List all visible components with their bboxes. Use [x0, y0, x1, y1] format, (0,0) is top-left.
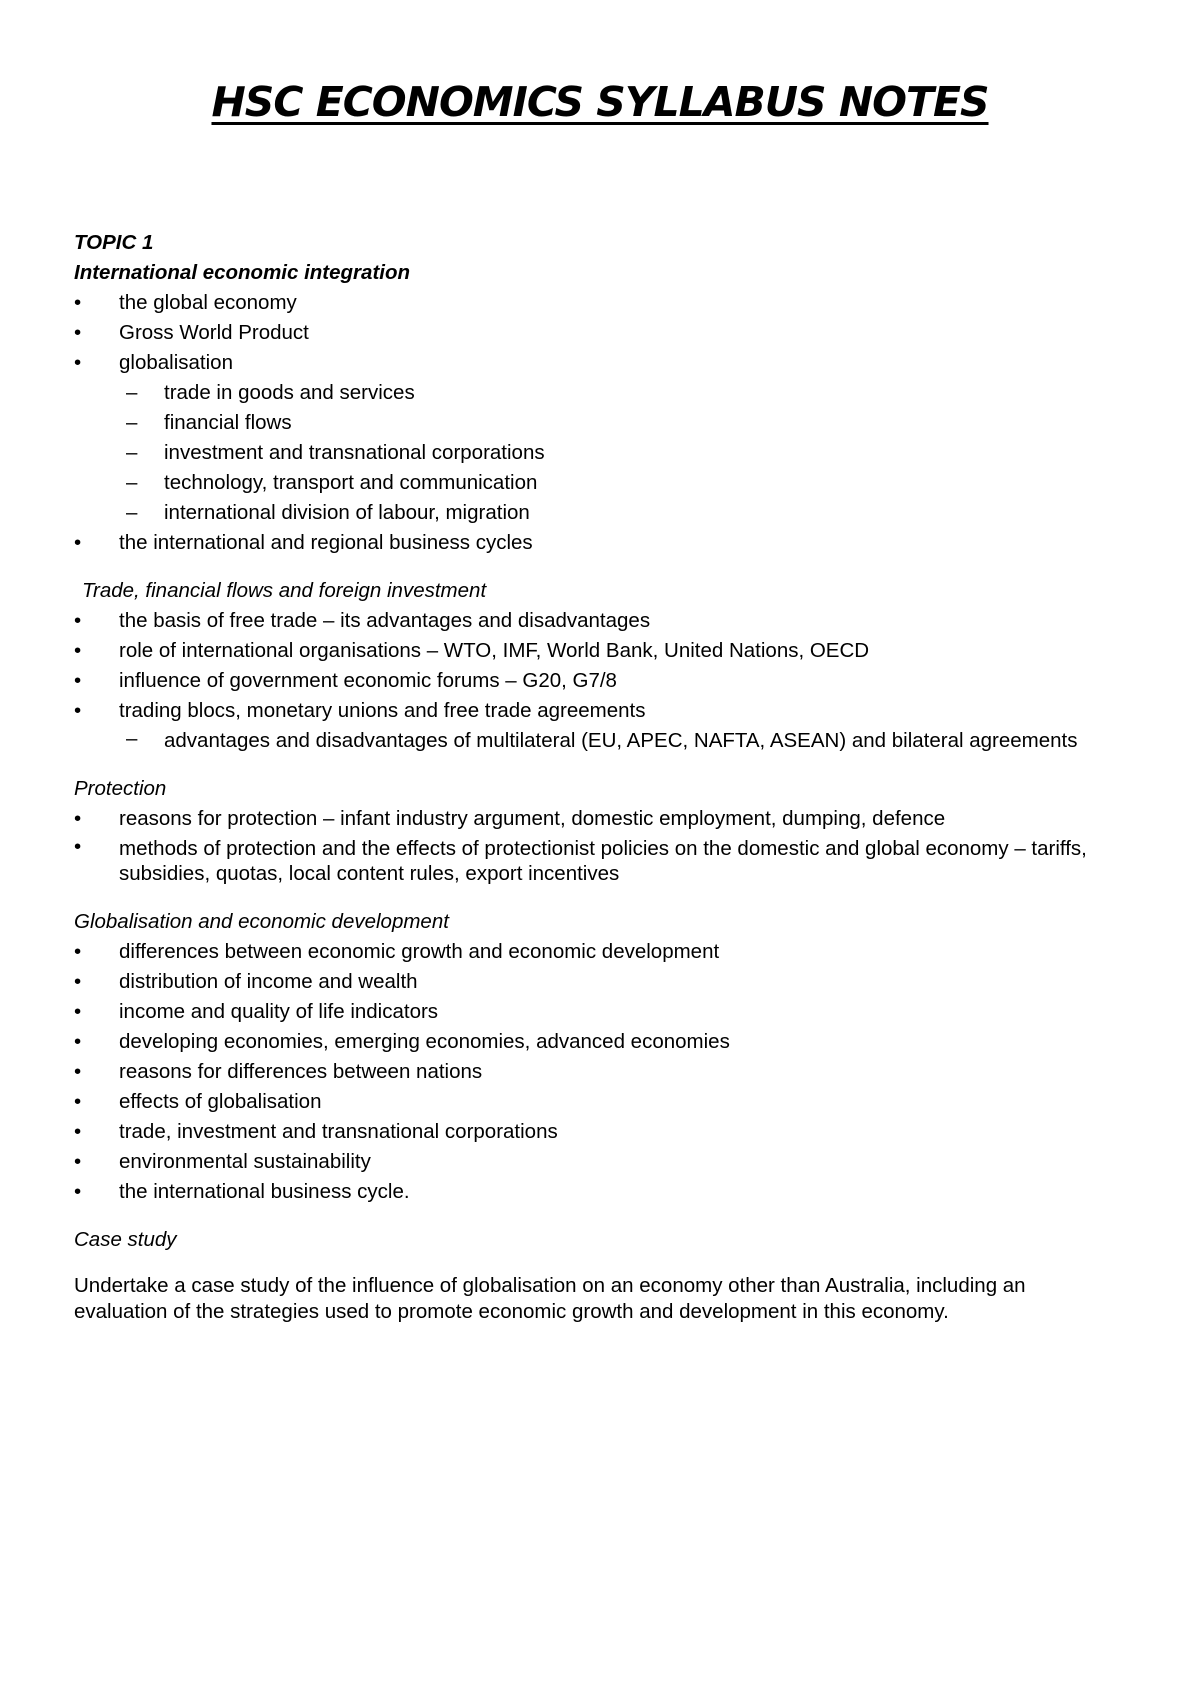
- case-study-text: Undertake a case study of the influence of globalisation on an economy other than Australia, including an evaluation of the strategies used to promote economic growth and development in this economy.: [74, 1274, 1026, 1323]
- list-item: • trading blocs, monetary unions and free trade agreements: [74, 696, 1124, 726]
- list-item: • the international and regional business cycles: [74, 528, 1124, 558]
- list-item: • the international business cycle.: [74, 1177, 1124, 1207]
- list-item: • the global economy: [74, 288, 1124, 318]
- development-list: [74, 937, 1124, 1207]
- page-title: HSC ECONOMICS SYLLABUS NOTES: [211, 78, 989, 126]
- topic-list: [74, 288, 1124, 558]
- syllabus-content: [74, 228, 1124, 1325]
- list-item: • trade, investment and transnational corporations: [74, 1117, 1124, 1147]
- list-item: • effects of globalisation: [74, 1087, 1124, 1117]
- sub-list-item: – international division of labour, migration: [74, 498, 1124, 528]
- topic-section: [74, 228, 1124, 558]
- list-item: • methods of protection and the effects of protectionist policies on the domestic and global economy – tariffs, subsidies, quotas, local content rules, export incentives: [74, 834, 1124, 889]
- sub-list-item: – advantages and disadvantages of multilateral (EU, APEC, NAFTA, ASEAN) and bilateral agreements: [74, 726, 1124, 756]
- list-item: • role of international organisations – WTO, IMF, World Bank, United Nations, OECD: [74, 636, 1124, 666]
- sub-list-item: – technology, transport and communication: [74, 468, 1124, 498]
- list-item: • influence of government economic forums – G20, G7/8: [74, 666, 1124, 696]
- protection-section: [74, 774, 1124, 889]
- sub-list-item: – investment and transnational corporations: [74, 438, 1124, 468]
- development-section: [74, 907, 1124, 1207]
- case-study-section: [74, 1225, 1124, 1325]
- list-item: • developing economies, emerging economies, advanced economies: [74, 1027, 1124, 1057]
- list-item: • differences between economic growth and economic development: [74, 937, 1124, 967]
- topic-heading: International economic integration: [74, 261, 411, 284]
- list-item: • Gross World Product: [74, 318, 1124, 348]
- section-heading: Protection: [74, 777, 167, 800]
- list-item: • reasons for protection – infant industry argument, domestic employment, dumping, defence: [74, 804, 1124, 834]
- sub-list-item: – financial flows: [74, 408, 1124, 438]
- section-heading: Globalisation and economic development: [74, 910, 449, 933]
- topic-label: TOPIC 1: [74, 231, 154, 254]
- list-item: • globalisation: [74, 348, 1124, 378]
- trade-list: [74, 606, 1124, 756]
- list-item: • the basis of free trade – its advantages and disadvantages: [74, 606, 1124, 636]
- list-item: • income and quality of life indicators: [74, 997, 1124, 1027]
- list-item: • distribution of income and wealth: [74, 967, 1124, 997]
- trade-section: [74, 576, 1124, 756]
- list-item: • environmental sustainability: [74, 1147, 1124, 1177]
- sub-list-item: – trade in goods and services: [74, 378, 1124, 408]
- protection-list: [74, 804, 1124, 889]
- section-heading: Case study: [74, 1228, 177, 1251]
- section-heading: Trade, financial flows and foreign investment: [82, 579, 487, 602]
- list-item: • reasons for differences between nations: [74, 1057, 1124, 1087]
